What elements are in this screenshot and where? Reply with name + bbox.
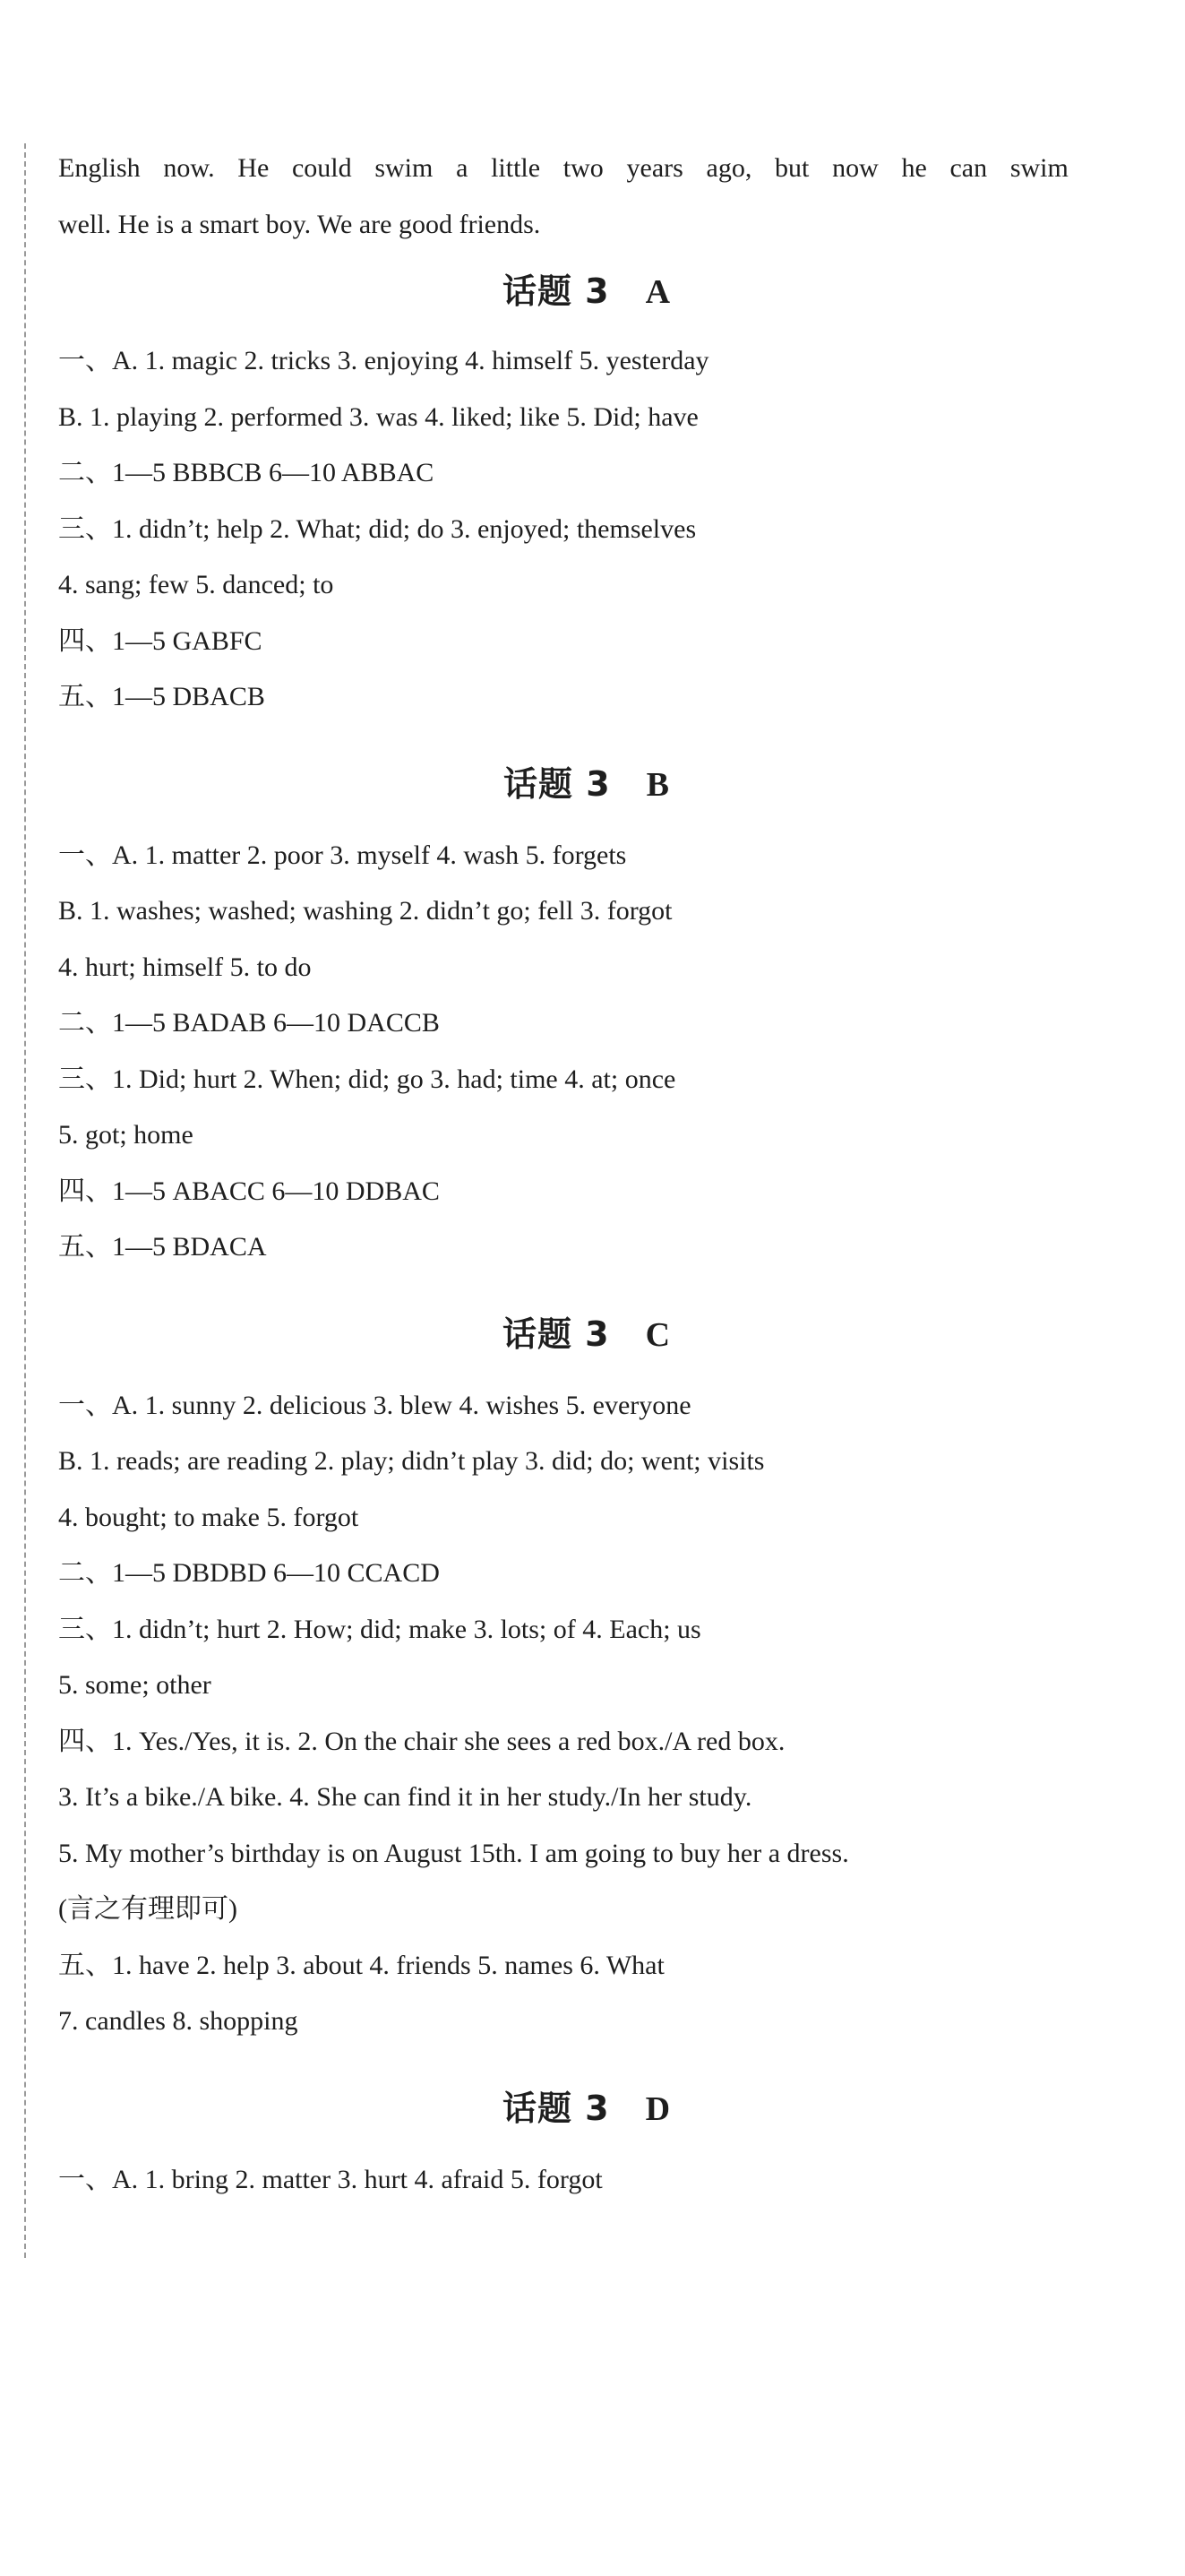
answer-line: 二、1—5 BBBCB 6—10 ABBAC	[58, 458, 434, 487]
answer-line: 5. some; other	[58, 1670, 211, 1700]
answer-line: 五、1. have 2. help 3. about 4. friends 5. names 6. What	[58, 1950, 665, 1980]
answer-line: 二、1—5 DBDBD 6—10 CCACD	[58, 1558, 440, 1588]
intro-word: now.	[163, 153, 215, 183]
section-heading-c	[58, 1301, 1115, 1367]
intro-word: swim	[1009, 153, 1069, 183]
answer-line: 一、A. 1. matter 2. poor 3. myself 4. wash 5. forgets	[58, 840, 627, 870]
margin-rule	[24, 143, 26, 2258]
answer-line: 四、1—5 ABACC 6—10 DDBAC	[58, 1176, 440, 1206]
answer-line: 五、1—5 BDACA	[58, 1232, 267, 1262]
answer-line: 7. candles 8. shopping	[58, 2006, 298, 2036]
answer-line: 一、A. 1. sunny 2. delicious 3. blew 4. wishes 5. everyone	[58, 1390, 691, 1420]
answer-line: 三、1. Did; hurt 2. When; did; go 3. had; time 4. at; once	[58, 1064, 676, 1094]
answer-line: 5. My mother’s birthday is on August 15th. I am going to buy her a dress.	[58, 1838, 849, 1868]
intro-word: He	[237, 153, 270, 183]
section-heading-label: 话题 3	[502, 763, 611, 804]
section-heading-label: 话题 3	[502, 271, 610, 311]
answer-page	[58, 141, 1115, 2208]
answer-line: 三、1. didn’t; help 2. What; did; do 3. enjoyed; themselves	[58, 513, 697, 544]
intro-word: a	[456, 153, 468, 183]
answer-line: 4. bought; to make 5. forgot	[58, 1502, 359, 1532]
intro-line	[58, 141, 1069, 197]
section-heading-d	[58, 2075, 1115, 2141]
section-heading-letter: A	[645, 273, 672, 311]
section-heading-label: 话题 3	[502, 2088, 610, 2128]
answer-line: 一、A. 1. bring 2. matter 3. hurt 4. afraid 5. forgot	[58, 2164, 603, 2194]
answer-line: 一、A. 1. magic 2. tricks 3. enjoying 4. himself 5. yesterday	[58, 346, 709, 375]
intro-word: could	[291, 153, 352, 183]
intro-word: English	[58, 153, 141, 183]
intro-word: but	[775, 153, 810, 183]
intro-word: now	[832, 153, 879, 183]
answer-line: B. 1. playing 2. performed 3. was 4. liked; like 5. Did; have	[58, 401, 699, 432]
answer-line: 四、1. Yes./Yes, it is. 2. On the chair she sees a red box./A red box.	[58, 1726, 786, 1756]
answer-line: 5. got; home	[58, 1120, 193, 1150]
intro-word: two	[562, 153, 604, 183]
section-heading-label: 话题 3	[502, 1314, 610, 1354]
answer-line: 二、1—5 BADAB 6—10 DACCB	[58, 1008, 440, 1038]
section-heading-b	[58, 751, 1115, 817]
section-heading-letter: B	[646, 765, 671, 804]
section-heading-a	[58, 258, 1115, 324]
intro-word: can	[949, 153, 988, 183]
intro-word: swim	[374, 153, 434, 183]
answer-line: 四、1—5 GABFC	[58, 625, 262, 656]
answer-line: (言之有理即可)	[58, 1894, 237, 1924]
section-heading-letter: C	[645, 1315, 672, 1354]
answer-line: 4. hurt; himself 5. to do	[58, 952, 312, 982]
intro-word: little	[491, 153, 541, 183]
answer-line: 三、1. didn’t; hurt 2. How; did; make 3. lots; of 4. Each; us	[58, 1614, 701, 1644]
answer-line: 4. sang; few 5. danced; to	[58, 570, 334, 599]
answer-line: B. 1. washes; washed; washing 2. didn’t go; fell 3. forgot	[58, 896, 673, 926]
answer-line: 3. It’s a bike./A bike. 4. She can find it in her study./In her study.	[58, 1782, 752, 1812]
intro-line: well. He is a smart boy. We are good friends.	[58, 209, 541, 239]
answer-line: 五、1—5 DBACB	[58, 682, 265, 711]
intro-word: he	[901, 153, 927, 183]
section-heading-letter: D	[645, 2089, 672, 2128]
intro-word: years	[626, 153, 683, 183]
intro-word: ago,	[706, 153, 752, 183]
answer-line: B. 1. reads; are reading 2. play; didn’t play 3. did; do; went; visits	[58, 1446, 765, 1476]
